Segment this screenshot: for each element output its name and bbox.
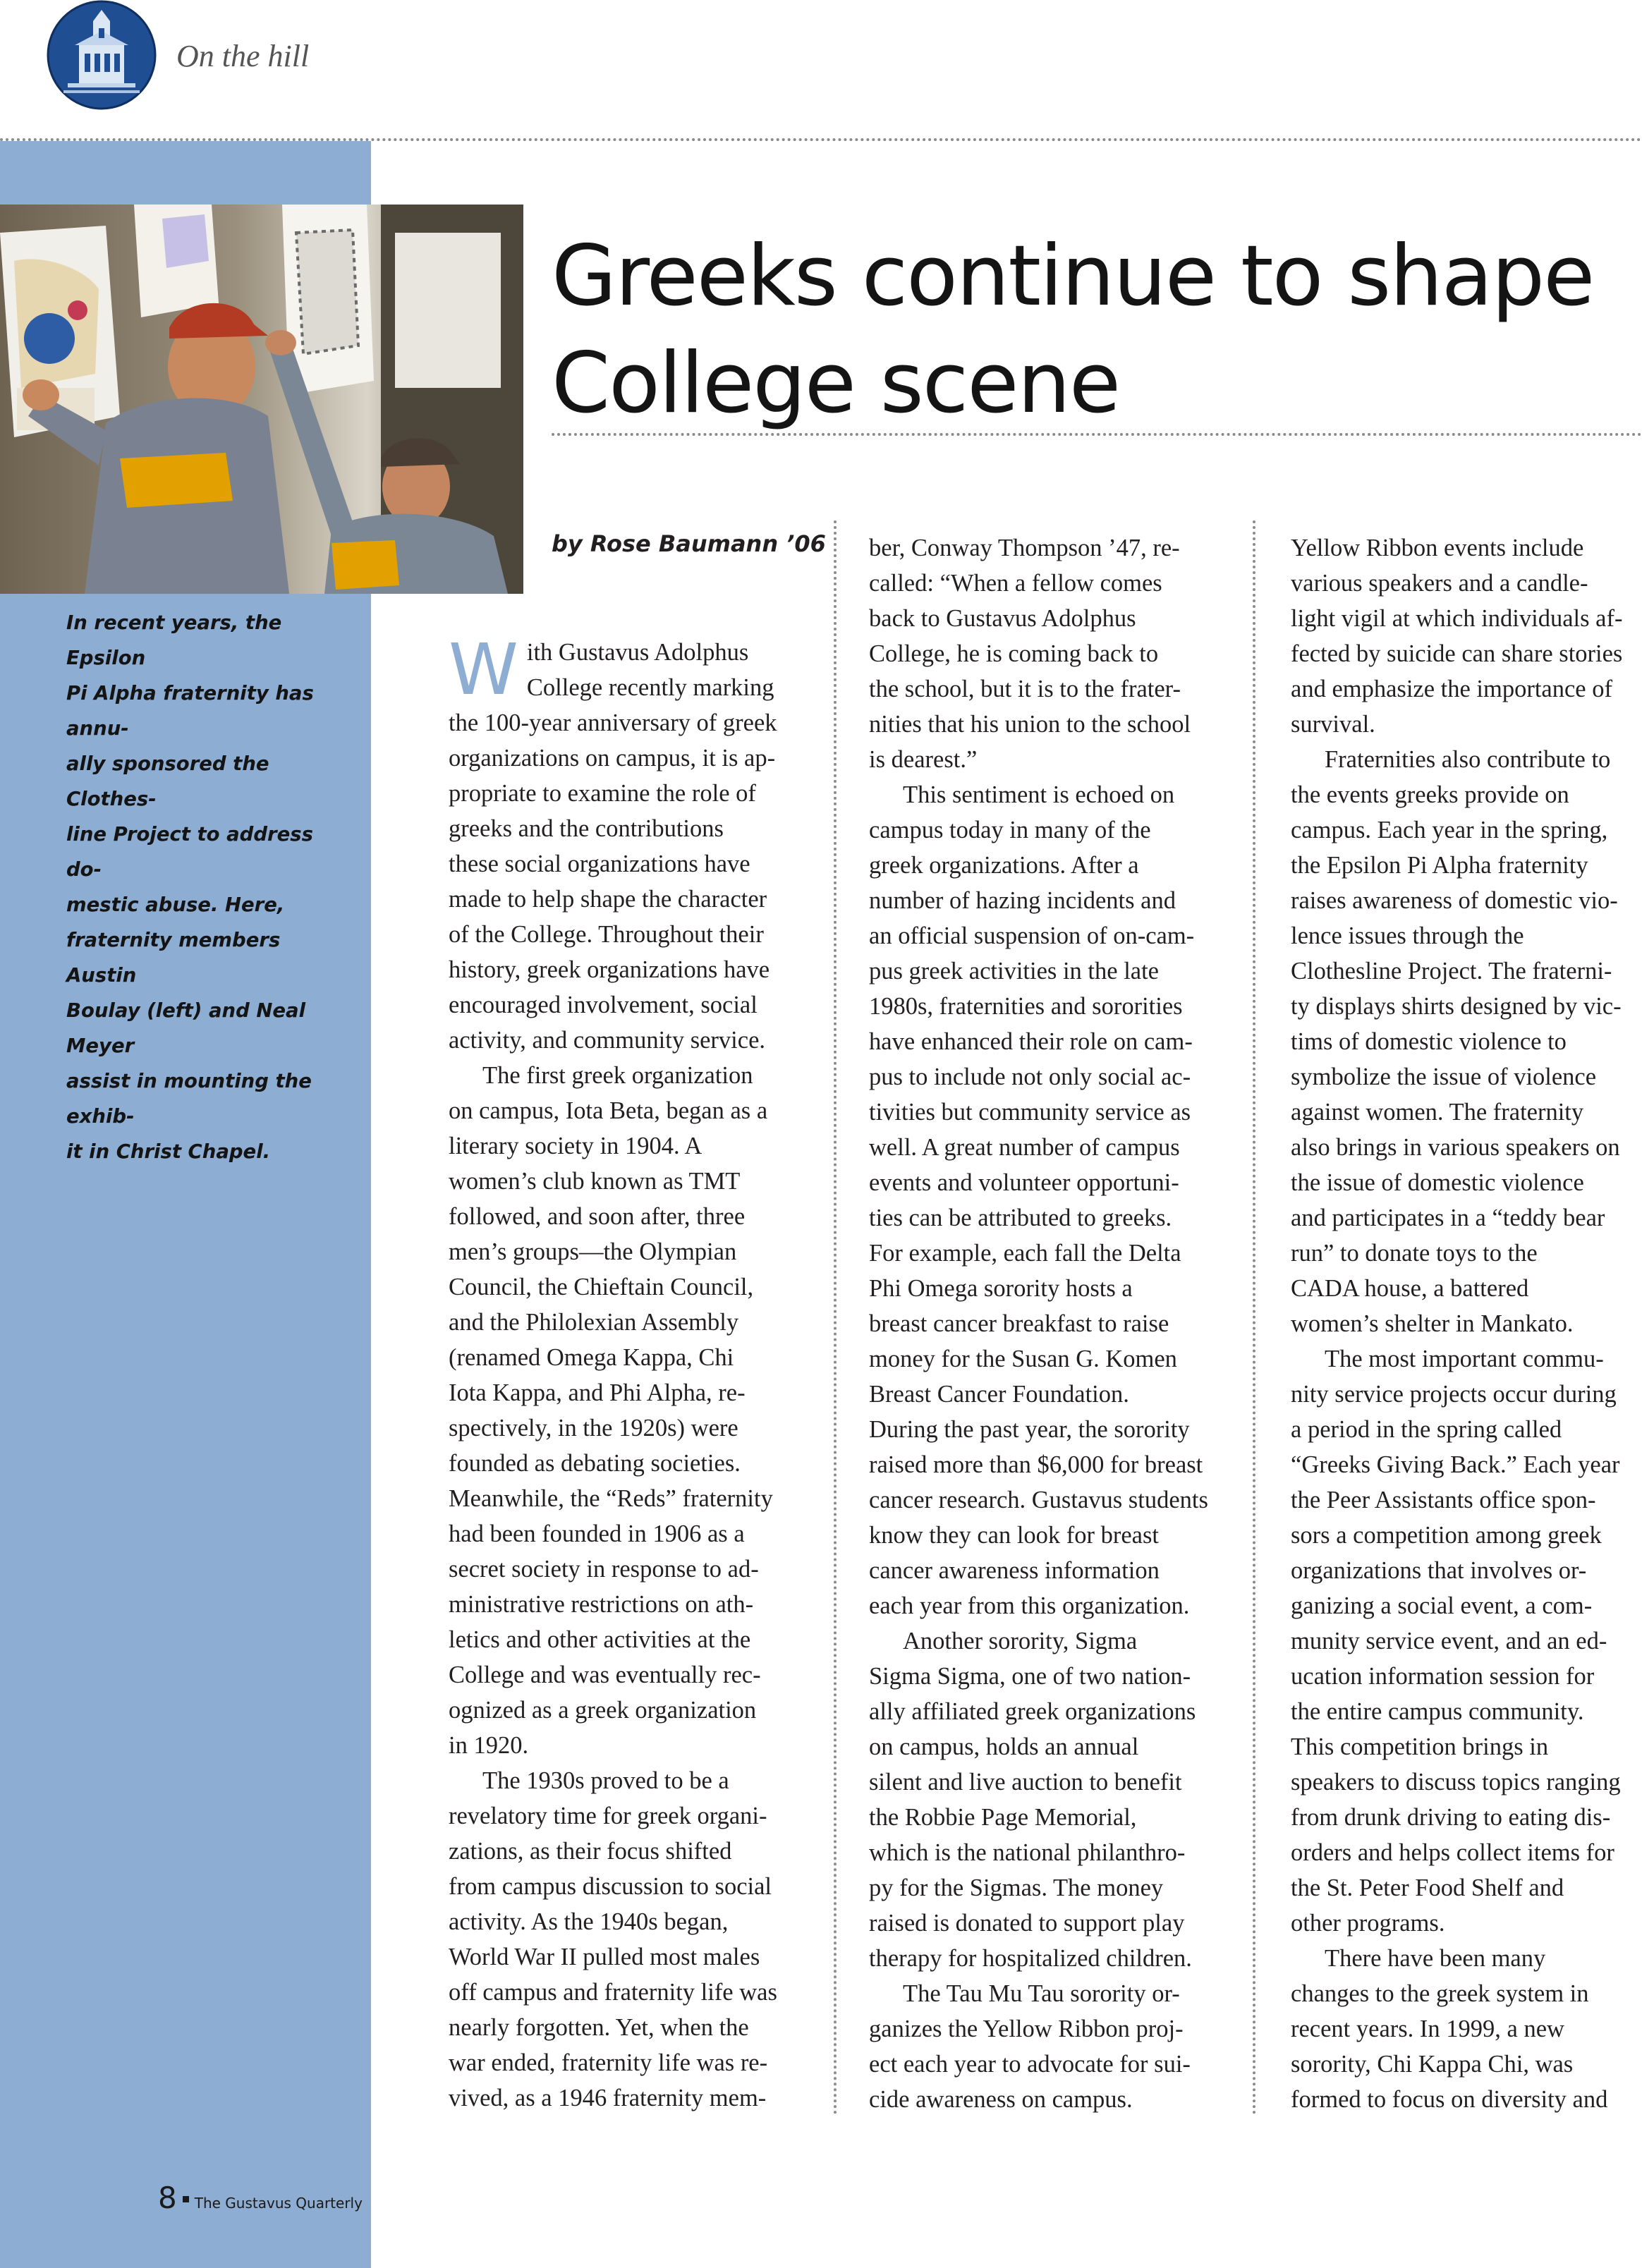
body-line: women’s club known as TMT — [449, 1168, 741, 1195]
body-line: py for the Sigmas. The money — [869, 1874, 1164, 1901]
headline-line: Greeks continue to shape — [552, 228, 1594, 325]
body-line: from drunk driving to eating dis- — [1291, 1804, 1611, 1831]
caption-line: line Project to address do- — [66, 823, 314, 881]
body-line: against women. The fraternity — [1291, 1099, 1584, 1126]
body-line: other programs. — [1291, 1910, 1445, 1937]
body-line: made to help shape the character — [449, 886, 767, 913]
body-line: therapy for hospitalized children. — [869, 1945, 1192, 1972]
body-line: war ended, fraternity life was re- — [449, 2049, 768, 2076]
body-line: propriate to examine the role of — [449, 780, 756, 807]
body-line: The most important commu- — [1325, 1346, 1604, 1372]
body-line: organizations that involves or- — [1291, 1557, 1587, 1584]
body-line: spectively, in the 1920s) were — [449, 1415, 738, 1441]
body-line: Meanwhile, the “Reds” fraternity — [449, 1485, 773, 1512]
body-line: raised more than $6,000 for breast — [869, 1451, 1203, 1478]
body-line: the Robbie Page Memorial, — [869, 1804, 1137, 1831]
body-line: ministrative restrictions on ath- — [449, 1591, 754, 1618]
body-line: cancer research. Gustavus students — [869, 1487, 1208, 1513]
body-line: ally affiliated greek organizations — [869, 1698, 1196, 1725]
caption-line: Pi Alpha fraternity has annu- — [66, 682, 314, 740]
body-line: an official suspension of on-cam- — [869, 922, 1195, 949]
body-line: greek organizations. After a — [869, 852, 1139, 879]
body-line: in 1920. — [449, 1732, 529, 1759]
body-line: women’s shelter in Mankato. — [1291, 1310, 1574, 1337]
body-line: tims of domestic violence to — [1291, 1028, 1567, 1055]
body-line: ith Gustavus Adolphus — [526, 639, 749, 666]
body-line: back to Gustavus Adolphus — [869, 605, 1136, 632]
body-column-2 — [869, 530, 1222, 2117]
body-line: greeks and the contributions — [449, 815, 724, 842]
body-line: Iota Kappa, and Phi Alpha, re- — [449, 1379, 746, 1406]
body-line: ganizing a social event, a com- — [1291, 1592, 1593, 1619]
body-line: tivities but community service as — [869, 1099, 1191, 1126]
body-line: events and volunteer opportuni- — [869, 1169, 1179, 1196]
body-line: College, he is coming back to — [869, 640, 1159, 667]
body-line: orders and helps collect items for — [1291, 1839, 1614, 1866]
body-line: on campus, holds an annual — [869, 1733, 1139, 1760]
body-line: letics and other activities at the — [449, 1626, 751, 1653]
caption-line: assist in mounting the exhib- — [66, 1070, 312, 1128]
body-line: each year from this organization. — [869, 1592, 1190, 1619]
body-line: encouraged involvement, social — [449, 992, 758, 1018]
body-line: symbolize the issue of violence — [1291, 1063, 1597, 1090]
body-line: revelatory time for greek organi- — [449, 1803, 767, 1829]
body-line: called: “When a fellow comes — [869, 570, 1162, 597]
body-line: pus greek activities in the late — [869, 958, 1159, 984]
body-line: nities that his union to the school — [869, 711, 1191, 738]
body-line: the Peer Assistants office spon- — [1291, 1487, 1596, 1513]
body-line: nity service projects occur during — [1291, 1381, 1617, 1408]
drop-cap: W — [449, 628, 518, 711]
body-line: the St. Peter Food Shelf and — [1291, 1874, 1564, 1901]
body-line: This sentiment is echoed on — [903, 781, 1175, 808]
column-divider — [1253, 520, 1255, 2116]
body-line: ber, Conway Thompson ’47, re- — [869, 535, 1180, 561]
page-number: 8 — [158, 2181, 177, 2215]
body-line: The Tau Mu Tau sorority or- — [903, 1980, 1180, 2007]
photo-caption — [66, 605, 348, 1169]
body-line: have enhanced their role on cam- — [869, 1028, 1193, 1055]
body-line: cide awareness on campus. — [869, 2086, 1133, 2113]
body-line: During the past year, the sorority — [869, 1416, 1190, 1443]
body-line: off campus and fraternity life was — [449, 1979, 777, 2006]
body-line: history, greek organizations have — [449, 956, 770, 983]
body-line: men’s groups—the Olympian — [449, 1238, 737, 1265]
body-line: from campus discussion to social — [449, 1873, 772, 1900]
body-line: Breast Cancer Foundation. — [869, 1381, 1129, 1408]
body-line: number of hazing incidents and — [869, 887, 1176, 914]
body-line: and emphasize the importance of — [1291, 676, 1612, 702]
body-line: munity service event, and an ed- — [1291, 1628, 1607, 1654]
body-line: sorority, Chi Kappa Chi, was — [1291, 2051, 1574, 2078]
body-line: The 1930s proved to be a — [482, 1767, 729, 1794]
body-line: and participates in a “teddy bear — [1291, 1205, 1605, 1231]
column-divider — [834, 520, 837, 2116]
body-line: This competition brings in — [1291, 1733, 1549, 1760]
body-line: CADA house, a battered — [1291, 1275, 1529, 1302]
body-line: also brings in various speakers on — [1291, 1134, 1620, 1161]
caption-line: In recent years, the Epsilon — [66, 611, 282, 669]
body-line: Another sorority, Sigma — [903, 1628, 1138, 1654]
body-line: ognized as a greek organization — [449, 1697, 757, 1724]
footer-bullet — [183, 2196, 189, 2202]
body-line: had been founded in 1906 as a — [449, 1520, 745, 1547]
article-headline — [552, 223, 1610, 437]
body-line: and the Philolexian Assembly — [449, 1309, 739, 1336]
caption-line: mestic abuse. Here, — [66, 894, 285, 916]
body-line: money for the Susan G. Komen — [869, 1346, 1177, 1372]
body-line: literary society in 1904. A — [449, 1133, 703, 1159]
body-line: Phi Omega sorority hosts a — [869, 1275, 1133, 1302]
body-line: which is the national philanthro- — [869, 1839, 1186, 1866]
body-line: Clothesline Project. The fraterni- — [1291, 958, 1612, 984]
caption-line: ally sponsored the Clothes- — [66, 752, 269, 810]
body-line: College recently marking — [526, 674, 774, 701]
body-line: nearly forgotten. Yet, when the — [449, 2014, 749, 2041]
body-line: ties can be attributed to greeks. — [869, 1205, 1172, 1231]
body-line: Council, the Chieftain Council, — [449, 1274, 754, 1300]
body-line: “Greeks Giving Back.” Each year — [1291, 1451, 1620, 1478]
body-line: activity. As the 1940s began, — [449, 1908, 729, 1935]
body-line: activity, and community service. — [449, 1027, 766, 1054]
body-line: a period in the spring called — [1291, 1416, 1562, 1443]
body-line: organizations on campus, it is ap- — [449, 745, 776, 772]
body-line: raises awareness of domestic vio- — [1291, 887, 1618, 914]
body-line: well. A great number of campus — [869, 1134, 1180, 1161]
body-line: the Epsilon Pi Alpha fraternity — [1291, 852, 1588, 879]
body-line: fected by suicide can share stories — [1291, 640, 1623, 667]
body-line: survival. — [1291, 711, 1375, 738]
headline-line: College scene — [552, 335, 1120, 432]
body-line: know they can look for breast — [869, 1522, 1160, 1549]
body-line: breast cancer breakfast to raise — [869, 1310, 1169, 1337]
body-line: formed to focus on diversity and — [1291, 2086, 1608, 2113]
body-line: changes to the greek system in — [1291, 1980, 1589, 2007]
article-photo — [0, 205, 523, 594]
body-line: silent and live auction to benefit — [869, 1769, 1182, 1796]
body-line: is dearest.” — [869, 746, 978, 773]
body-column-1 — [449, 628, 815, 2116]
body-line: founded as debating societies. — [449, 1450, 741, 1477]
body-line: on campus, Iota Beta, began as a — [449, 1097, 768, 1124]
body-line: Sigma Sigma, one of two nation- — [869, 1663, 1191, 1690]
body-line: lence issues through the — [1291, 922, 1524, 949]
headline-divider — [552, 433, 1642, 436]
body-line: World War II pulled most males — [449, 1944, 760, 1970]
college-seal-logo — [47, 0, 157, 110]
body-line: light vigil at which individuals af- — [1291, 605, 1623, 632]
body-line: followed, and soon after, three — [449, 1203, 746, 1230]
body-line: the events greeks provide on — [1291, 781, 1569, 808]
body-line: of the College. Throughout their — [449, 921, 764, 948]
body-line: Fraternities also contribute to — [1325, 746, 1611, 773]
section-label: On the hill — [176, 39, 310, 73]
body-line: cancer awareness information — [869, 1557, 1160, 1584]
body-line: the issue of domestic violence — [1291, 1169, 1584, 1196]
body-line: these social organizations have — [449, 850, 750, 877]
body-line: ect each year to advocate for sui- — [869, 2051, 1191, 2078]
body-line: vived, as a 1946 fraternity mem- — [449, 2085, 767, 2111]
body-line: campus today in many of the — [869, 817, 1151, 843]
body-line: 1980s, fraternities and sororities — [869, 993, 1183, 1020]
body-line: The first greek organization — [482, 1062, 753, 1089]
body-line: run” to donate toys to the — [1291, 1240, 1538, 1267]
body-line: secret society in response to ad- — [449, 1556, 759, 1583]
body-column-3 — [1291, 530, 1642, 2117]
body-line: raised is donated to support play — [869, 1910, 1185, 1937]
body-line: speakers to discuss topics ranging — [1291, 1769, 1621, 1796]
page-footer — [158, 2181, 363, 2215]
caption-line: it in Christ Chapel. — [66, 1140, 271, 1163]
body-line: the 100-year anniversary of greek — [449, 709, 777, 736]
body-line: recent years. In 1999, a new — [1291, 2016, 1564, 2042]
caption-line: fraternity members Austin — [66, 929, 281, 987]
publication-name: The Gustavus Quarterly — [194, 2195, 363, 2212]
body-line: There have been many — [1325, 1945, 1546, 1972]
body-line: various speakers and a candle- — [1291, 570, 1588, 597]
body-line: (renamed Omega Kappa, Chi — [449, 1344, 734, 1371]
body-line: Yellow Ribbon events include — [1291, 535, 1584, 561]
body-line: pus to include not only social ac- — [869, 1063, 1191, 1090]
body-line: zations, as their focus shifted — [449, 1838, 732, 1865]
body-line: For example, each fall the Delta — [869, 1240, 1181, 1267]
body-line: the entire campus community. — [1291, 1698, 1584, 1725]
body-line: ucation information session for — [1291, 1663, 1595, 1690]
body-line: campus. Each year in the spring, — [1291, 817, 1608, 843]
byline: by Rose Baumann ’06 — [552, 530, 826, 557]
body-line: College and was eventually rec- — [449, 1662, 761, 1688]
body-line: ganizes the Yellow Ribbon proj- — [869, 2016, 1184, 2042]
caption-line: Boulay (left) and Neal Meyer — [66, 999, 306, 1057]
body-line: the school, but it is to the frater- — [869, 676, 1181, 702]
body-line: sors a competition among greek — [1291, 1522, 1602, 1549]
body-line: ty displays shirts designed by vic- — [1291, 993, 1622, 1020]
